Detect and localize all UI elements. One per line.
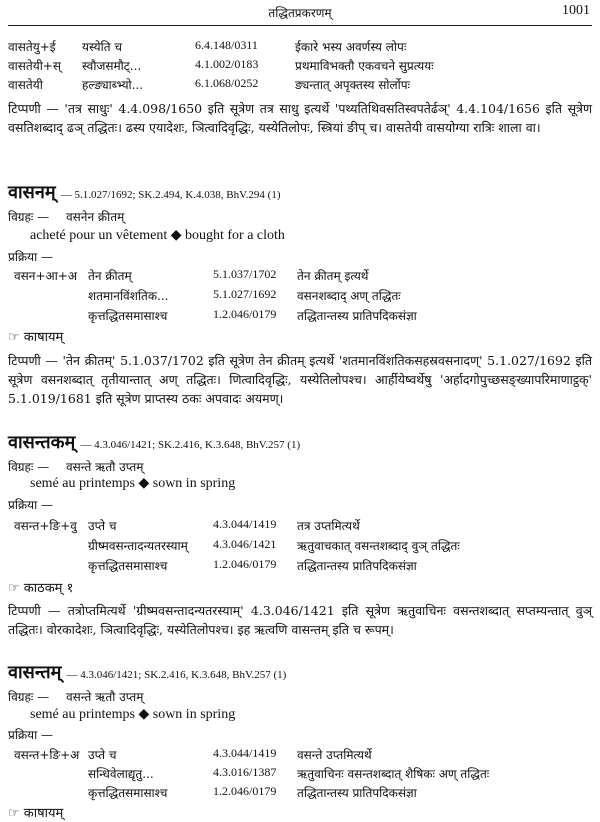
table-cell-ref: 4.3.044/1419 — [213, 746, 277, 760]
running-header: तद्धितप्रकरणम् — [268, 6, 332, 20]
vigraha-label: विग्रहः — — [8, 690, 50, 704]
table-cell-sutra: उप्ते च — [88, 519, 117, 533]
headword: वासन्तकम् — [8, 432, 76, 453]
table-cell-sutra: यस्येति च — [82, 40, 122, 54]
table-cell-sutra: उप्ते च — [88, 748, 117, 762]
headword-refs: — 4.3.046/1421; SK.2.416, K.3.648, BhV.257 (1) — [66, 669, 287, 681]
table-cell-ref: 5.1.037/1702 — [213, 267, 277, 281]
table-cell-form: वासतेयु+ई — [8, 40, 56, 54]
table-cell-desc: तत्र उप्तमित्यर्थे — [297, 519, 360, 533]
prakriya-label: प्रक्रिया — — [8, 250, 54, 264]
table-cell-desc: ङ्यन्तात् अपृक्तस्य सोर्लोपः — [295, 78, 410, 92]
tippani-note: टिप्पणी — 'तत्र साधुः' 4.4.098/1650 इति सूत्रेण तत्र साधु इत्यर्थे 'पथ्यतिथिवसतिस्वपतेर्ढञ्' 4.4.104/1656 इति सूत्रेण वसतिशब्दाद् ढञ् तद्धितः। ढस्य एयादेशः, ञित्वादिवृद्धिः, यस्येतिलोपः, स्त्रियां ङीप् च। वासतेयी वासयोग्या रात्रिः शाला वा। — [8, 101, 592, 135]
see-also-link[interactable]: ☞ काषायम् — [8, 806, 64, 821]
table-cell-sutra: कृत्तद्धितसमासाश्च — [88, 786, 168, 800]
table-cell-desc: तेन क्रीतम् इत्यर्थे — [297, 269, 369, 283]
vigraha-label: विग्रहः — — [8, 210, 50, 224]
vigraha-label: विग्रहः — — [8, 460, 50, 474]
gloss: semé au printemps ◆ sown in spring — [30, 476, 236, 491]
table-cell-desc: तद्धितान्तस्य प्रातिपदिकसंज्ञा — [297, 309, 417, 323]
table-cell-desc: वसनशब्दाद् अण् तद्धितः — [297, 289, 401, 303]
table-cell-desc: तद्धितान्तस्य प्रातिपदिकसंज्ञा — [297, 559, 417, 573]
table-cell-desc: वसन्ते उप्तमित्यर्थे — [297, 748, 372, 762]
tippani-note: टिप्पणी — 'तेन क्रीतम्' 5.1.037/1702 इति सूत्रेण तेन क्रीतम् इत्यर्थे 'शतमानविंशतिकसहस्रवसनादण्' 5.1.027/1692 इति सूत्रेण वसनशब्दात् तृतीयान्तात् अण् तद्धितः। णित्वादिवृद्धिः, यस्येतिलोपश्च। आर्हीयेष्वर्थेषु 'अर्हादगोपुच्छसङ्ख्यापरिमाणाट्ठक्' 5.1.019/1681 इति सूत्रेण प्राप्तस्य ठकः अपवादः अयमण्। — [8, 353, 592, 406]
table-cell-desc: ऋतुवाचकात् वसन्तशब्दाद् वुञ् तद्धितः — [297, 539, 460, 553]
table-cell-ref: 5.1.027/1692 — [213, 287, 277, 301]
table-cell-form: वसन्त+ङि+अ — [14, 748, 80, 762]
entry-heading — [8, 430, 300, 454]
table-cell-form: वासतेयी — [8, 78, 43, 92]
table-cell-sutra: कृत्तद्धितसमासाश्च — [88, 559, 168, 573]
entry-heading — [8, 180, 281, 204]
vigraha-text: वसन्ते ऋतौ उप्तम् — [66, 690, 144, 704]
table-cell-ref: 4.3.044/1419 — [213, 517, 277, 531]
table-cell-ref: 1.2.046/0179 — [213, 784, 277, 798]
vigraha-text: वसन्ते ऋतौ उप्तम् — [66, 460, 144, 474]
table-cell-ref: 1.2.046/0179 — [213, 307, 277, 321]
table-cell-form: वसन्त+ङि+वु — [14, 519, 77, 533]
table-cell-sutra: सन्धिवेलाद्यृतु... — [88, 767, 154, 781]
table-cell-ref: 4.1.002/0183 — [195, 57, 259, 71]
table-cell-ref: 4.3.016/1387 — [213, 765, 277, 779]
table-cell-sutra: ग्रीष्मवसन्तादन्यतरस्याम् — [88, 539, 188, 553]
entry-heading — [8, 660, 286, 684]
prakriya-label: प्रक्रिया — — [8, 498, 54, 512]
header-rule — [8, 25, 592, 26]
table-cell-desc: तद्धितान्तस्य प्रातिपदिकसंज्ञा — [297, 786, 417, 800]
table-cell-desc: ऋतुवाचिनः वसन्तशब्दात् शैषिकः अण् तद्धितः — [297, 767, 490, 781]
table-cell-desc: प्रथमाविभक्तौ एकवचने सुप्रत्ययः — [295, 59, 434, 73]
table-cell-ref: 6.4.148/0311 — [195, 38, 258, 52]
table-cell-sutra: कृत्तद्धितसमासाश्च — [88, 309, 168, 323]
table-cell-sutra: तेन क्रीतम् — [88, 269, 132, 283]
table-cell-form: वासतेयी+स् — [8, 59, 61, 73]
table-cell-ref: 4.3.046/1421 — [213, 537, 277, 551]
headword-refs: — 4.3.046/1421; SK.2.416, K.3.648, BhV.257 (1) — [80, 439, 301, 451]
gloss: acheté pour un vêtement ◆ bought for a cloth — [30, 228, 285, 243]
headword: वासनम् — [8, 182, 56, 203]
prakriya-label: प्रक्रिया — — [8, 728, 54, 742]
table-cell-ref: 6.1.068/0252 — [195, 76, 259, 90]
headword: वासन्तम् — [8, 662, 62, 683]
see-also-link[interactable]: ☞ काठकम् १ — [8, 581, 74, 596]
page-number: 1001 — [562, 3, 590, 18]
headword-refs: — 5.1.027/1692; SK.2.494, K.4.038, BhV.294 (1) — [60, 189, 281, 201]
table-cell-sutra: स्वौजसमौट्... — [82, 59, 142, 73]
vigraha-text: वसनेन क्रीतम् — [66, 210, 125, 224]
table-cell-form: वसन+आ+अ — [14, 269, 77, 283]
gloss: semé au printemps ◆ sown in spring — [30, 707, 236, 722]
table-cell-desc: ईकारे भस्य अवर्णस्य लोपः — [295, 40, 407, 54]
table-cell-sutra: शतमानविंशतिक... — [88, 289, 169, 303]
tippani-note: टिप्पणी — तत्रोप्तमित्यर्थे 'ग्रीष्मवसन्तादन्यतरस्याम्' 4.3.046/1421 इति सूत्रेण ऋतुवाचिनः वसन्तशब्दात् सप्तम्यन्तात् वुञ् तद्धितः। वोरकादेशः, ञित्वादिवृद्धिः, यस्येतिलोपश्च। इह ऋत्वणि वासन्तम् इति च रूपम्। — [8, 603, 592, 637]
table-cell-ref: 1.2.046/0179 — [213, 557, 277, 571]
table-cell-sutra: हल्ङ्याब्भ्यो... — [82, 78, 144, 92]
see-also-link[interactable]: ☞ काषायम् — [8, 330, 64, 345]
